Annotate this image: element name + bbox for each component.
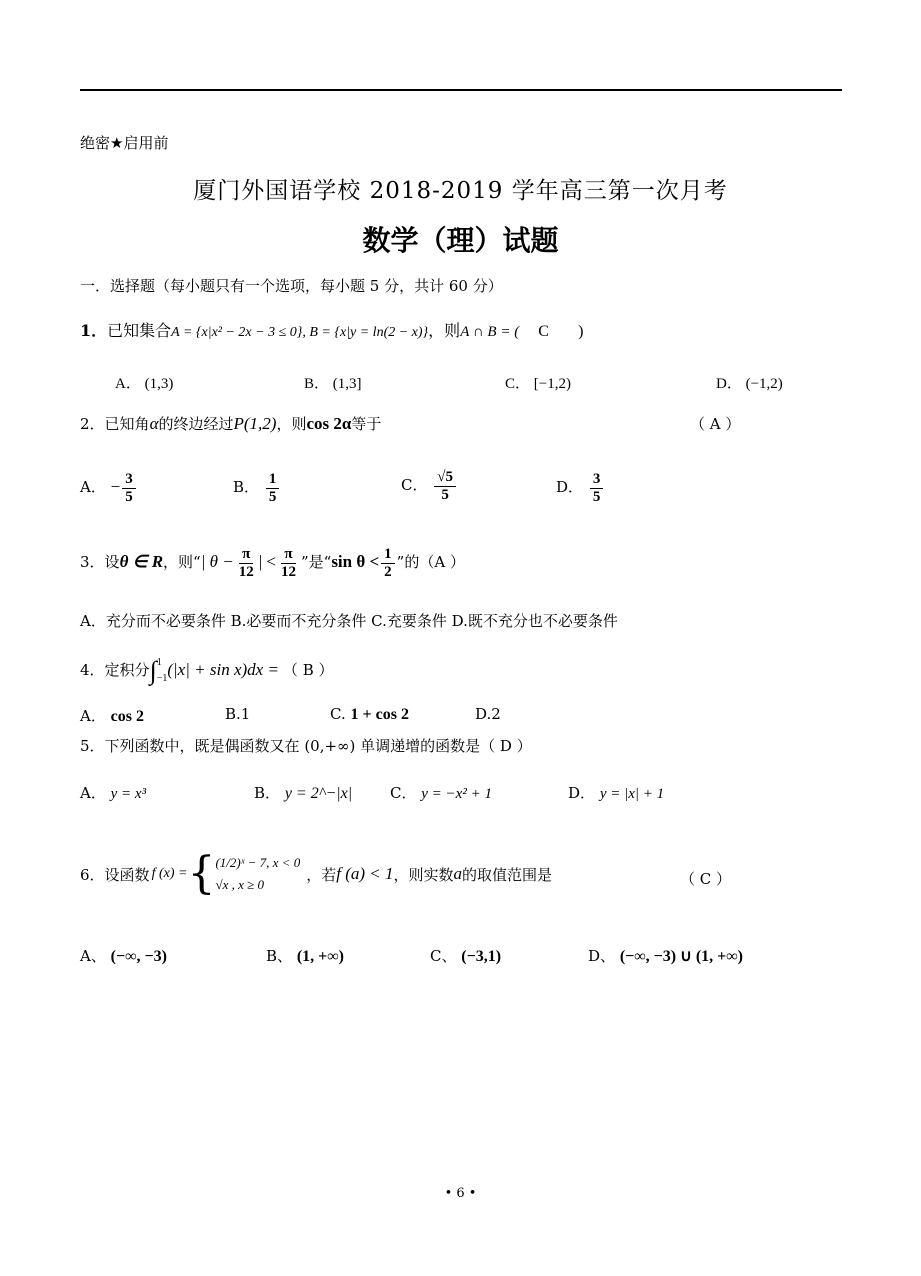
q2-option-d-den: 5: [592, 488, 601, 505]
q4-option-c-value: 1 + cos 2: [350, 706, 409, 723]
q3-pi-1: π: [239, 546, 253, 564]
q3-pi-2: π: [281, 546, 295, 564]
q6-option-b-value: (1, +∞): [296, 948, 344, 965]
q3-tail: ”的（A ）: [396, 553, 465, 571]
q5-option-d-value: y = |x| + 1: [599, 786, 665, 802]
q2-option-b-num: 1: [266, 471, 280, 489]
q3-twelve-2: 12: [280, 563, 296, 580]
q2-option-a-num: 3: [122, 471, 136, 489]
q6-cases: [215, 852, 300, 896]
q2-mid: 的终边经过: [158, 415, 234, 433]
q6-mid: ，若: [306, 865, 337, 884]
q2-option-c-fraction: [434, 469, 456, 503]
q6-case-2: √x , x ≥ 0: [215, 877, 264, 893]
q6-option-a-value: (−∞, −3): [110, 948, 167, 965]
q5-option-b-value: y = 2^−|x|: [284, 785, 353, 802]
q3-fraction-2: [278, 546, 299, 580]
q2-option-c: [401, 469, 458, 503]
q5-option-a-value: y = x³: [110, 786, 147, 802]
q1-option-a: A． (1,3): [115, 376, 174, 392]
q6-tail2: 的取值范围是: [462, 865, 553, 884]
q1-answer: C: [538, 323, 549, 340]
q3-one: 1: [381, 546, 395, 564]
q5-option-c-label: C．: [390, 784, 417, 802]
q4-option-b-value: 1: [240, 705, 251, 723]
q2-option-d-label: D．: [556, 478, 584, 496]
secret-label: 绝密★启用前: [80, 134, 169, 152]
q5-text: 下列函数中，既是偶函数又在 (0,+∞) 单调递增的函数是（ D ）: [104, 737, 532, 755]
q2-option-d-fraction: [590, 471, 604, 505]
q5-option-a-label: A．: [80, 784, 106, 802]
question-4: [80, 655, 333, 687]
q2-option-a-den: 5: [125, 488, 133, 505]
q2-point: P(1,2): [233, 414, 277, 433]
exam-title: 厦门外国语学校 2018-2019 学年高三第一次月考: [193, 178, 728, 204]
q3-sin: sin θ <: [331, 552, 380, 571]
q6-number: 6．: [80, 865, 105, 884]
q2-option-a-fraction: [122, 471, 136, 505]
q6-condition: f (a) < 1: [336, 864, 394, 884]
q4-integral-sign: ∫: [149, 656, 157, 685]
q5-number: 5．: [80, 737, 105, 755]
question-2: [80, 413, 381, 434]
q6-case-1: (1/2)ˣ − 7, x < 0: [215, 855, 301, 870]
q1-sets: A = {x|x² − 2x − 3 ≤ 0}, B = {x|y = ln(2 − x)}: [171, 325, 429, 340]
q4-limits: [157, 655, 168, 687]
question-3: [80, 546, 465, 580]
q3-mid2: ”是“: [300, 553, 332, 571]
header-rule: [80, 89, 842, 91]
q3-fraction-1: [236, 546, 257, 580]
q5-option-d-label: D．: [568, 784, 596, 802]
question-5: [80, 735, 532, 756]
exam-subtitle: 数学（理）试题: [362, 224, 559, 257]
q2-option-d: [556, 471, 605, 505]
q4-option-c-label: C.: [330, 705, 346, 723]
q6-a: a: [453, 864, 463, 884]
q4-option-a: [80, 705, 144, 726]
q2-tail: 等于: [351, 415, 382, 433]
q4-option-a-value: cos 2: [110, 708, 144, 725]
q4-integral: [150, 655, 168, 687]
q4-lead: 定积分: [104, 661, 150, 679]
q4-body: (|x| + sin x)dx =: [167, 660, 279, 679]
page-number: • 6 •: [444, 1186, 477, 1201]
q2-option-a-label: A．: [80, 478, 106, 496]
q2-option-c-num: √5: [434, 469, 456, 487]
q1-expr: A ∩ B = (: [460, 324, 520, 340]
q2-number: 2．: [80, 415, 105, 433]
q4-option-b-label: B.: [225, 705, 241, 723]
q3-lead: 设: [104, 553, 120, 571]
q3-number: 3．: [80, 553, 105, 571]
section-heading: 一．选择题（每小题只有一个选项，每小题 5 分，共计 60 分）: [80, 277, 503, 295]
q2-option-c-den: 5: [441, 486, 449, 503]
q2-alpha: α: [149, 414, 159, 433]
q6-option-d: [588, 945, 743, 966]
q4-number: 4．: [80, 661, 105, 679]
q2-option-b-fraction: [266, 471, 280, 505]
q6-option-b-label: B、: [266, 947, 293, 965]
q3-two: 2: [384, 563, 392, 580]
q4-option-b: [225, 705, 250, 723]
q6-option-c-value: (−3,1): [461, 948, 502, 965]
q2-expr: cos 2α: [306, 414, 352, 433]
q6-option-a: [80, 945, 167, 966]
q2-mid2: ，则: [276, 415, 307, 433]
q5-option-b-label: B．: [254, 784, 281, 802]
q3-options: A．充分而不必要条件 B.必要而不充分条件 C.充要条件 D.既不充分也不必要条件: [80, 612, 618, 630]
q1-option-b: B． (1,3]: [304, 376, 362, 392]
q5-option-a: [80, 782, 146, 803]
q6-option-c-label: C、: [430, 947, 457, 965]
q1-number: 1．: [80, 321, 108, 340]
q4-upper: 1: [156, 657, 162, 668]
q6-answer: （ C ）: [680, 870, 732, 888]
q6-option-a-label: A、: [80, 947, 106, 965]
q2-option-d-num: 3: [590, 471, 604, 489]
question-1: [80, 318, 583, 341]
q1-lead: 已知集合: [107, 321, 172, 340]
q3-condition: θ ∈ R: [119, 552, 164, 571]
q2-option-c-label: C．: [401, 476, 428, 494]
q6-option-d-value: (−∞, −3) ∪ (1, +∞): [619, 948, 743, 965]
q5-option-d: [568, 782, 664, 803]
q4-option-d-value: 2: [491, 705, 501, 723]
q2-option-a-sign: −: [110, 477, 121, 496]
q5-option-b: [254, 782, 352, 803]
q6-option-c: [430, 945, 501, 966]
q4-option-a-label: A．: [80, 707, 106, 725]
q2-option-b: [233, 471, 281, 505]
q6-brace: {: [187, 848, 216, 900]
q2-answer: （ A ）: [690, 415, 741, 433]
q6-option-d-label: D、: [588, 947, 616, 965]
q2-option-a: [80, 471, 138, 505]
q1-close: ): [578, 323, 584, 340]
q4-answer: （ B ）: [282, 661, 334, 679]
q4-option-d-label: D.: [475, 705, 492, 723]
q2-option-b-den: 5: [268, 488, 277, 505]
q5-option-c: [390, 782, 492, 803]
question-6: [80, 848, 553, 900]
q3-twelve-1: 12: [238, 563, 254, 580]
q2-lead: 已知角: [104, 415, 150, 433]
q4-option-c: [330, 705, 409, 724]
q1-tail: ，则: [428, 321, 461, 340]
q3-lt: | <: [258, 552, 276, 571]
q6-option-b: [266, 945, 344, 966]
q4-option-d: [475, 705, 501, 723]
q3-abs-left: | θ −: [200, 552, 234, 571]
q6-fx: f (x) =: [151, 866, 188, 882]
q2-option-b-label: B．: [233, 478, 260, 496]
q4-lower: −1: [156, 673, 168, 684]
q5-option-c-value: y = −x² + 1: [421, 786, 492, 802]
q3-mid: ，则“: [163, 553, 201, 571]
q6-tail: ，则实数: [393, 865, 454, 884]
q3-fraction-3: [381, 546, 395, 580]
q1-option-d: D． (−1,2): [716, 376, 783, 392]
q6-lead: 设函数: [104, 865, 150, 884]
q1-option-c: C． [−1,2): [505, 376, 571, 392]
